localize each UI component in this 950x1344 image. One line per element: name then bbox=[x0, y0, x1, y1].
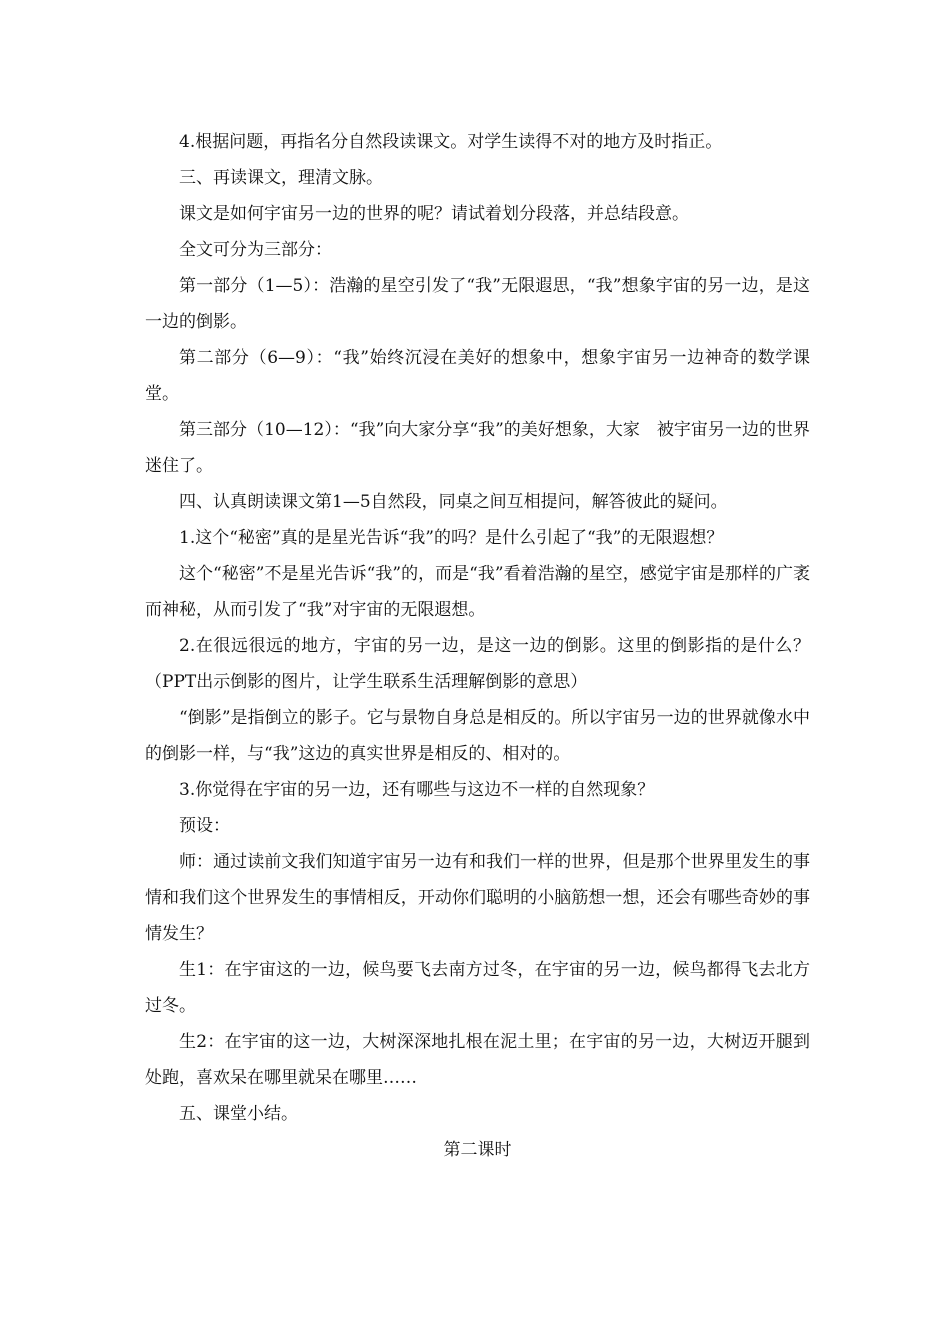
teacher-paragraph: 师：通过读前文我们知道宇宙另一边有和我们一样的世界，但是那个世界里发生的事情和我们这个世界发生的事情相反，开动你们聪明的小脑筋想一想，还会有哪些奇妙的事情发生？ bbox=[145, 852, 810, 944]
section-four-heading: 四、认真朗读课文第1—5自然段，同桌之间互相提问，解答彼此的疑问。 bbox=[179, 492, 728, 512]
answer-1-paragraph: 这个“秘密”不是星光告诉“我”的，而是“我”看着浩瀚的星空，感觉宇宙是那样的广袤而神秘，从而引发了“我”对宇宙的无限遐想。 bbox=[145, 564, 810, 620]
paragraph-question: 课文是如何宇宙另一边的世界的呢？请试着划分段落，并总结段意。 bbox=[179, 204, 689, 224]
part-three-paragraph: 第三部分（10—12）：“我”向大家分享“我”的美好想象，大家 被宇宙另一边的世界迷住了。 bbox=[145, 420, 810, 476]
preset-label: 预设： bbox=[179, 816, 230, 836]
student-2-paragraph: 生2：在宇宙的这一边，大树深深地扎根在泥土里；在宇宙的另一边，大树迈开腿到处跑，喜欢呆在哪里就呆在哪里…… bbox=[145, 1032, 810, 1088]
question-3-paragraph: 3.你觉得在宇宙的另一边，还有哪些与这边不一样的自然现象？ bbox=[179, 780, 655, 800]
student-1-paragraph: 生1：在宇宙这的一边，候鸟要飞去南方过冬，在宇宙的另一边，候鸟都得飞去北方过冬。 bbox=[145, 960, 810, 1016]
question-1-paragraph: 1.这个“秘密”真的是星光告诉“我”的吗？是什么引起了“我”的无限遐想？ bbox=[179, 528, 724, 548]
section-five-heading: 五、课堂小结。 bbox=[179, 1104, 298, 1124]
step-4-paragraph: 4.根据问题，再指名分自然段读课文。对学生读得不对的地方及时指正。 bbox=[179, 132, 723, 152]
section-three-heading: 三、再读课文，理清文脉。 bbox=[179, 168, 383, 188]
part-one-paragraph: 第一部分（1—5）：浩瀚的星空引发了“我”无限遐思，“我”想象宇宙的另一边，是这一边的倒影。 bbox=[145, 276, 810, 332]
paragraph-structure-intro: 全文可分为三部分： bbox=[179, 240, 332, 260]
part-two-paragraph: 第二部分（6—9）：“我”始终沉浸在美好的想象中，想象宇宙另一边神奇的数学课堂。 bbox=[145, 348, 810, 404]
question-2-paragraph: 2.在很远很远的地方，宇宙的另一边，是这一边的倒影。这里的倒影指的是什么？（PPT出示倒影的图片，让学生联系生活理解倒影的意思） bbox=[145, 636, 810, 692]
document-body bbox=[145, 124, 810, 1168]
answer-2-paragraph: “倒影”是指倒立的影子。它与景物自身总是相反的。所以宇宙另一边的世界就像水中的倒影一样，与“我”这边的真实世界是相反的、相对的。 bbox=[145, 708, 810, 764]
section-title: 第二课时 bbox=[443, 1140, 512, 1160]
